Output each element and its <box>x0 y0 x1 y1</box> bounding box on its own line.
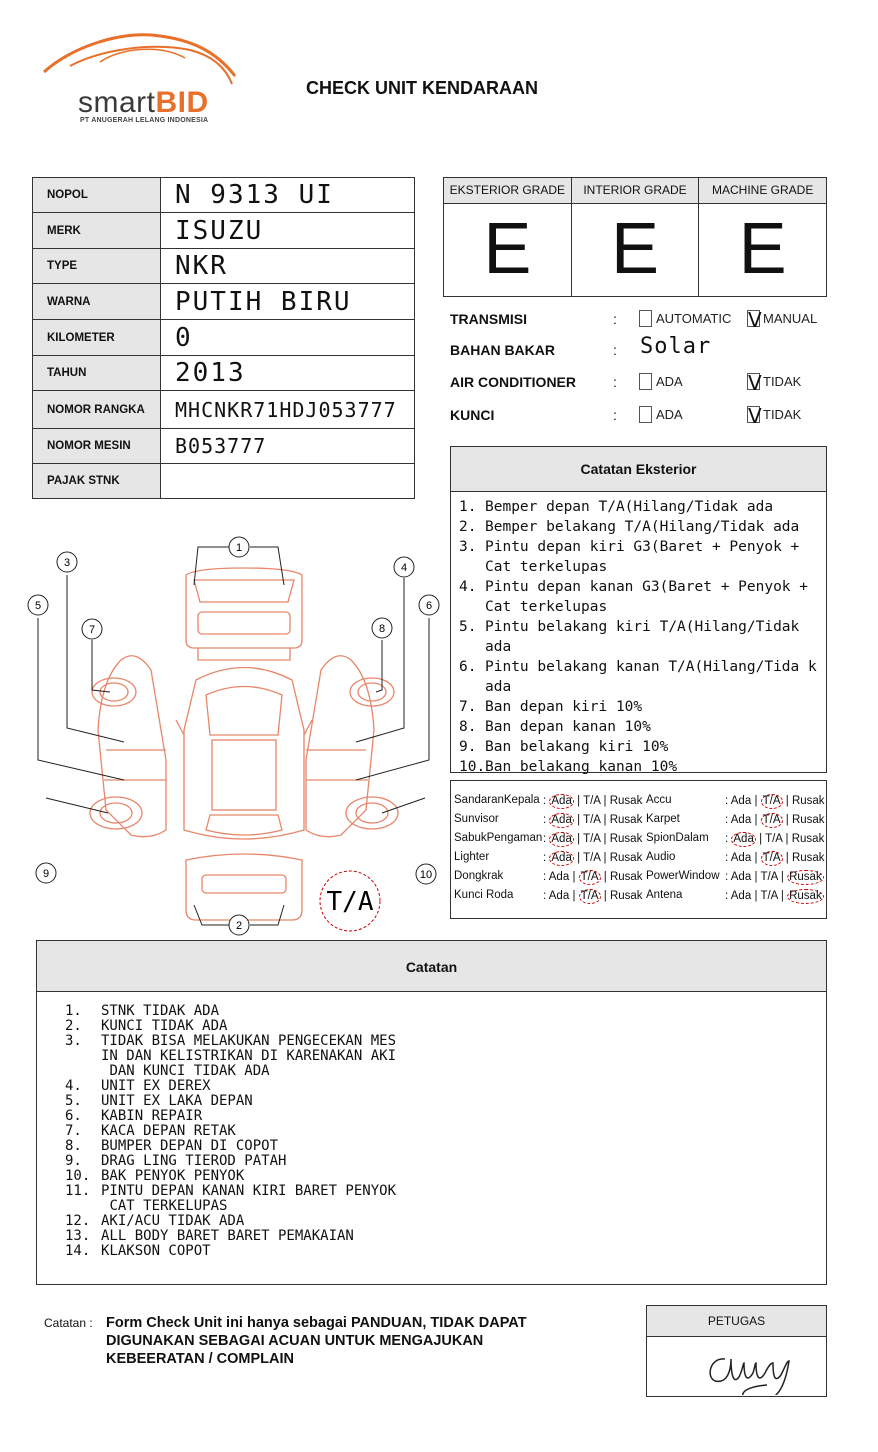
note-number: 6. <box>459 659 477 675</box>
kunci-tidak-option: TIDAK <box>763 407 802 422</box>
field-label: PAJAK STNK <box>33 464 161 499</box>
note-number: 1. <box>459 499 477 515</box>
note-text: BAK PENYOK PENYOK <box>101 1168 245 1184</box>
note-number: 10. <box>65 1168 91 1184</box>
separator: | <box>759 833 763 845</box>
accessory-option[interactable]: Ada <box>551 852 572 864</box>
field-value: B053777 <box>161 429 415 464</box>
footer-label: Catatan : <box>44 1316 93 1330</box>
officer-title: PETUGAS <box>647 1306 826 1337</box>
callout-lines <box>38 547 429 925</box>
separator: | <box>572 871 576 883</box>
accessory-option[interactable]: T/A <box>762 852 781 864</box>
separator: | <box>603 890 607 902</box>
accessory-name: Dongkrak <box>454 870 504 882</box>
field-value: N 9313 UI <box>161 178 415 213</box>
note-text: ALL BODY BARET BARET PEMAKAIAN <box>101 1228 354 1244</box>
accessory-option[interactable]: T/A <box>583 795 601 807</box>
exterior-note-item <box>459 577 820 617</box>
separator: | <box>603 795 607 807</box>
field-label: TYPE <box>33 249 161 284</box>
note-text: BUMPER DEPAN DI COPOT <box>101 1138 279 1154</box>
field-value <box>161 464 415 499</box>
note-number: 7. <box>459 699 477 715</box>
note-item <box>65 1169 826 1184</box>
exterior-notes-panel <box>450 446 827 773</box>
note-text: TIDAK BISA MELAKUKAN PENGECEKAN MES IN DAN KELISTRIKAN DI KARENAKAN AKI DAN KUNCI TIDAK ADA <box>101 1033 397 1079</box>
separator: | <box>754 871 758 883</box>
kunci-ada-checkbox[interactable] <box>639 406 652 423</box>
note-text: Ban depan kiri 10% <box>485 699 643 715</box>
accessory-options: : Ada | T/A | Rusak <box>725 814 825 826</box>
grade-machine <box>699 178 826 296</box>
field-label: KILOMETER <box>33 320 161 356</box>
colon: : <box>613 311 617 327</box>
accessory-options: : Ada | T/A | Rusak <box>543 833 643 845</box>
field-label: NOPOL <box>33 178 161 213</box>
separator: | <box>754 890 758 902</box>
notes-title: Catatan <box>37 941 826 992</box>
note-number: 5. <box>65 1093 82 1109</box>
field-value: ISUZU <box>161 213 415 249</box>
accessory-option[interactable]: Rusak <box>791 852 825 864</box>
accessory-name: SabukPengaman <box>454 832 543 844</box>
accessory-option[interactable]: Ada <box>551 795 572 807</box>
marker-label: 3 <box>63 557 71 569</box>
accessory-option[interactable]: Rusak <box>609 852 643 864</box>
vehicle-info-row <box>33 356 415 391</box>
field-label: WARNA <box>33 284 161 320</box>
grade-value: E <box>738 209 787 289</box>
colon: : <box>613 374 617 390</box>
accessory-row <box>451 867 828 886</box>
accessory-option[interactable]: Ada <box>730 814 752 826</box>
colon: : <box>613 342 617 358</box>
note-item <box>65 1139 826 1154</box>
note-text: PINTU DEPAN KANAN KIRI BARET PENYOK CAT TERKELUPAS <box>101 1183 397 1214</box>
logo-wordmark: smartBID <box>78 86 209 119</box>
kunci-ada-option: ADA <box>656 407 683 422</box>
vehicle-info-row <box>33 320 415 356</box>
note-text: Ban belakang kiri 10% <box>485 739 669 755</box>
accessory-options: : Ada | T/A | Rusak <box>725 890 822 902</box>
accessory-options: : Ada | T/A | Rusak <box>725 871 822 883</box>
field-value: MHCNKR71HDJ053777 <box>161 391 415 429</box>
marker-label: 7 <box>88 624 96 636</box>
marker-label: 8 <box>378 623 386 635</box>
note-text: UNIT EX DEREX <box>101 1078 211 1094</box>
ta-badge: T/A <box>326 887 374 917</box>
ac-tidak-option: TIDAK <box>763 374 802 389</box>
note-item <box>65 1154 826 1169</box>
accessory-option[interactable]: T/A <box>762 795 781 807</box>
separator: | <box>603 814 607 826</box>
accessory-option[interactable]: Rusak <box>789 890 822 902</box>
note-text: Pintu belakang kiri T/A(Hilang/Tidak ada <box>485 619 800 655</box>
ac-ada-option: ADA <box>656 374 683 389</box>
accessory-options: : Ada | T/A | Rusak <box>543 852 643 864</box>
note-number: 4. <box>65 1078 82 1094</box>
note-text: KLAKSON COPOT <box>101 1243 211 1259</box>
accessory-options: : Ada | T/A | Rusak <box>725 833 825 845</box>
marker-label: 2 <box>235 920 243 932</box>
note-number: 11. <box>65 1183 91 1199</box>
accessory-options: : Ada | T/A | Rusak <box>543 795 643 807</box>
accessory-option[interactable]: Rusak <box>791 833 825 845</box>
accessories-panel <box>450 780 827 919</box>
note-text: KABIN REPAIR <box>101 1108 203 1124</box>
field-value: 2013 <box>161 356 415 391</box>
separator: | <box>780 871 784 883</box>
colon: : <box>613 407 617 423</box>
manual-option: MANUAL <box>763 311 818 326</box>
note-number: 6. <box>65 1108 82 1124</box>
field-label: NOMOR MESIN <box>33 429 161 464</box>
accessory-name: PowerWindow <box>646 870 720 882</box>
exterior-note-item <box>459 697 820 717</box>
accessory-name: Antena <box>646 889 683 901</box>
separator: | <box>785 795 789 807</box>
note-number: 2. <box>65 1018 82 1034</box>
separator: | <box>577 814 581 826</box>
separator: | <box>785 814 789 826</box>
accessory-option[interactable]: Ada <box>730 795 752 807</box>
exterior-note-item <box>459 717 820 737</box>
note-item <box>65 1124 826 1139</box>
marker-label: 4 <box>400 562 408 574</box>
check-mark-icon: V <box>748 371 762 395</box>
note-item <box>65 1079 826 1094</box>
note-item <box>65 1004 826 1019</box>
accessory-name: Kunci Roda <box>454 889 514 901</box>
accessory-options: : Ada | T/A | Rusak <box>543 814 643 826</box>
automatic-checkbox[interactable] <box>639 310 652 327</box>
accessory-row <box>451 848 828 867</box>
grade-interior <box>572 178 700 296</box>
note-text: Pintu belakang kanan T/A(Hilang/Tida k ada <box>485 659 817 695</box>
field-label: MERK <box>33 213 161 249</box>
document-title: CHECK UNIT KENDARAAN <box>306 78 538 98</box>
accessory-option[interactable]: T/A <box>765 833 783 845</box>
separator: | <box>754 814 758 826</box>
bahan-bakar-label: BAHAN BAKAR <box>450 342 555 358</box>
accessory-option[interactable]: T/A <box>583 833 601 845</box>
note-text: STNK TIDAK ADA <box>101 1003 220 1019</box>
transmisi-label: TRANSMISI <box>450 311 527 327</box>
note-text: Bemper depan T/A(Hilang/Tidak ada <box>485 499 774 515</box>
accessory-option[interactable]: Ada <box>730 852 752 864</box>
field-value: NKR <box>161 249 415 284</box>
accessory-option[interactable]: Ada <box>548 871 570 883</box>
note-text: AKI/ACU TIDAK ADA <box>101 1213 245 1229</box>
kunci-label: KUNCI <box>450 407 495 423</box>
field-value: PUTIH BIRU <box>161 284 415 320</box>
note-number: 3. <box>459 539 477 555</box>
accessory-option[interactable]: Rusak <box>791 814 825 826</box>
note-item <box>65 1229 826 1244</box>
note-text: KUNCI TIDAK ADA <box>101 1018 228 1034</box>
field-label: TAHUN <box>33 356 161 391</box>
note-text: Ban depan kanan 10% <box>485 719 651 735</box>
note-text: Pintu depan kanan G3(Baret + Penyok + Cat terkelupas <box>485 579 809 615</box>
note-item <box>65 1034 826 1079</box>
vehicle-info-table <box>32 177 415 499</box>
vehicle-info-row <box>33 284 415 320</box>
note-number: 3. <box>65 1033 82 1049</box>
bahan-bakar-value: Solar <box>640 334 712 359</box>
marker-label: 10 <box>419 869 433 881</box>
note-number: 4. <box>459 579 477 595</box>
marker-label: 9 <box>42 868 50 880</box>
note-number: 8. <box>459 719 477 735</box>
note-number: 10. <box>459 759 486 775</box>
note-text: DRAG LING TIEROD PATAH <box>101 1153 287 1169</box>
accessory-options: : Ada | T/A | Rusak <box>725 852 825 864</box>
separator: | <box>785 852 789 864</box>
accessory-option[interactable]: T/A <box>762 814 781 826</box>
separator: | <box>780 890 784 902</box>
grade-label: INTERIOR GRADE <box>572 178 699 204</box>
officer-signature <box>647 1337 826 1395</box>
vehicle-damage-diagram <box>26 530 446 940</box>
note-number: 9. <box>65 1153 82 1169</box>
logo-company: PT ANUGERAH LELANG INDONESIA <box>80 117 209 124</box>
marker-label: 6 <box>425 600 433 612</box>
accessory-option[interactable]: T/A <box>580 871 599 883</box>
ac-label: AIR CONDITIONER <box>450 374 576 390</box>
note-number: 12. <box>65 1213 91 1229</box>
note-number: 7. <box>65 1123 82 1139</box>
separator: | <box>603 833 607 845</box>
accessory-options: : Ada | T/A | Rusak <box>725 795 825 807</box>
accessory-option[interactable]: Ada <box>730 871 752 883</box>
vehicle-info-row <box>33 178 415 213</box>
grade-table <box>443 177 827 297</box>
accessory-name: Lighter <box>454 851 490 863</box>
accessory-option[interactable]: Ada <box>730 890 752 902</box>
separator: | <box>603 852 607 864</box>
accessory-row <box>451 791 828 810</box>
grade-exterior <box>444 178 572 296</box>
accessory-row <box>451 886 828 905</box>
accessory-option[interactable]: Rusak <box>609 890 643 902</box>
exterior-note-item <box>459 737 820 757</box>
exterior-notes-list <box>451 492 826 777</box>
vehicle-info-row <box>33 429 415 464</box>
note-number: 1. <box>65 1003 82 1019</box>
grade-label: EKSTERIOR GRADE <box>444 178 571 204</box>
note-number: 9. <box>459 739 477 755</box>
note-text: KACA DEPAN RETAK <box>101 1123 236 1139</box>
note-text: UNIT EX LAKA DEPAN <box>101 1093 253 1109</box>
vehicle-info-row <box>33 213 415 249</box>
accessory-name: Karpet <box>646 813 680 825</box>
grade-label: MACHINE GRADE <box>699 178 826 204</box>
automatic-option: AUTOMATIC <box>656 311 732 326</box>
separator: | <box>572 890 576 902</box>
exterior-note-item <box>459 497 820 517</box>
check-mark-icon: V <box>748 308 762 332</box>
accessory-name: Audio <box>646 851 676 863</box>
separator: | <box>785 833 789 845</box>
separator: | <box>603 871 607 883</box>
accessory-option[interactable]: T/A <box>760 871 778 883</box>
note-text: Ban belakang kanan 10% <box>485 759 678 775</box>
accessory-name: Accu <box>646 794 672 806</box>
footer-disclaimer: Form Check Unit ini hanya sebagai PANDUAN, TIDAK DAPAT DIGUNAKAN SEBAGAI ACUAN UNTUK MENGAJUKAN KEBEERATAN / COMPLAIN <box>106 1315 527 1367</box>
field-label: NOMOR RANGKA <box>33 391 161 429</box>
ac-ada-checkbox[interactable] <box>639 373 652 390</box>
vehicle-info-row <box>33 391 415 429</box>
exterior-note-item <box>459 537 820 577</box>
accessory-option[interactable]: Rusak <box>609 833 643 845</box>
accessory-option[interactable]: T/A <box>583 814 601 826</box>
field-value: 0 <box>161 320 415 356</box>
check-mark-icon: V <box>748 404 762 428</box>
accessory-row <box>451 810 828 829</box>
accessory-option[interactable]: T/A <box>760 890 778 902</box>
note-number: 14. <box>65 1243 91 1259</box>
accessory-name: SpionDalam <box>646 832 709 844</box>
accessory-name: SandaranKepala <box>454 794 540 806</box>
note-text: Pintu depan kiri G3(Baret + Penyok + Cat terkelupas <box>485 539 800 575</box>
marker-label: 5 <box>34 600 42 612</box>
note-item <box>65 1214 826 1229</box>
exterior-note-item <box>459 517 820 537</box>
accessory-option[interactable]: Ada <box>551 833 572 845</box>
accessory-option[interactable]: Rusak <box>609 814 643 826</box>
accessory-option[interactable]: Rusak <box>791 795 825 807</box>
accessory-option[interactable]: Ada <box>548 890 570 902</box>
accessory-option[interactable]: T/A <box>580 890 599 902</box>
accessory-options: : Ada | T/A | Rusak <box>543 890 643 902</box>
separator: | <box>577 833 581 845</box>
car-outline <box>90 568 398 920</box>
grade-value: E <box>610 209 660 289</box>
note-number: 5. <box>459 619 477 635</box>
separator: | <box>754 795 758 807</box>
accessory-option[interactable]: Ada <box>551 814 572 826</box>
accessory-option[interactable]: Rusak <box>609 795 643 807</box>
accessory-option[interactable]: Rusak <box>789 871 822 883</box>
exterior-notes-title: Catatan Eksterior <box>451 447 826 492</box>
notes-panel <box>36 940 827 1285</box>
separator: | <box>577 795 581 807</box>
note-item <box>65 1244 826 1259</box>
separator: | <box>754 852 758 864</box>
vehicle-info-row <box>33 249 415 284</box>
exterior-note-item <box>459 657 820 697</box>
accessory-row <box>451 829 828 848</box>
note-number: 13. <box>65 1228 91 1244</box>
notes-list <box>37 992 826 1259</box>
note-item <box>65 1109 826 1124</box>
accessory-option[interactable]: Ada <box>733 833 754 845</box>
note-text: Bemper belakang T/A(Hilang/Tidak ada <box>485 519 800 535</box>
note-item <box>65 1019 826 1034</box>
marker-label: 1 <box>235 542 243 554</box>
note-number: 2. <box>459 519 477 535</box>
note-item <box>65 1184 826 1214</box>
separator: | <box>577 852 581 864</box>
officer-box <box>646 1305 827 1397</box>
note-number: 8. <box>65 1138 82 1154</box>
accessory-name: Sunvisor <box>454 813 499 825</box>
grade-value: E <box>483 209 532 289</box>
exterior-note-item <box>459 617 820 657</box>
vehicle-info-row <box>33 464 415 499</box>
accessory-option[interactable]: Rusak <box>609 871 643 883</box>
exterior-note-item <box>459 757 820 777</box>
accessory-option[interactable]: T/A <box>583 852 601 864</box>
accessory-options: : Ada | T/A | Rusak <box>543 871 643 883</box>
note-item <box>65 1094 826 1109</box>
